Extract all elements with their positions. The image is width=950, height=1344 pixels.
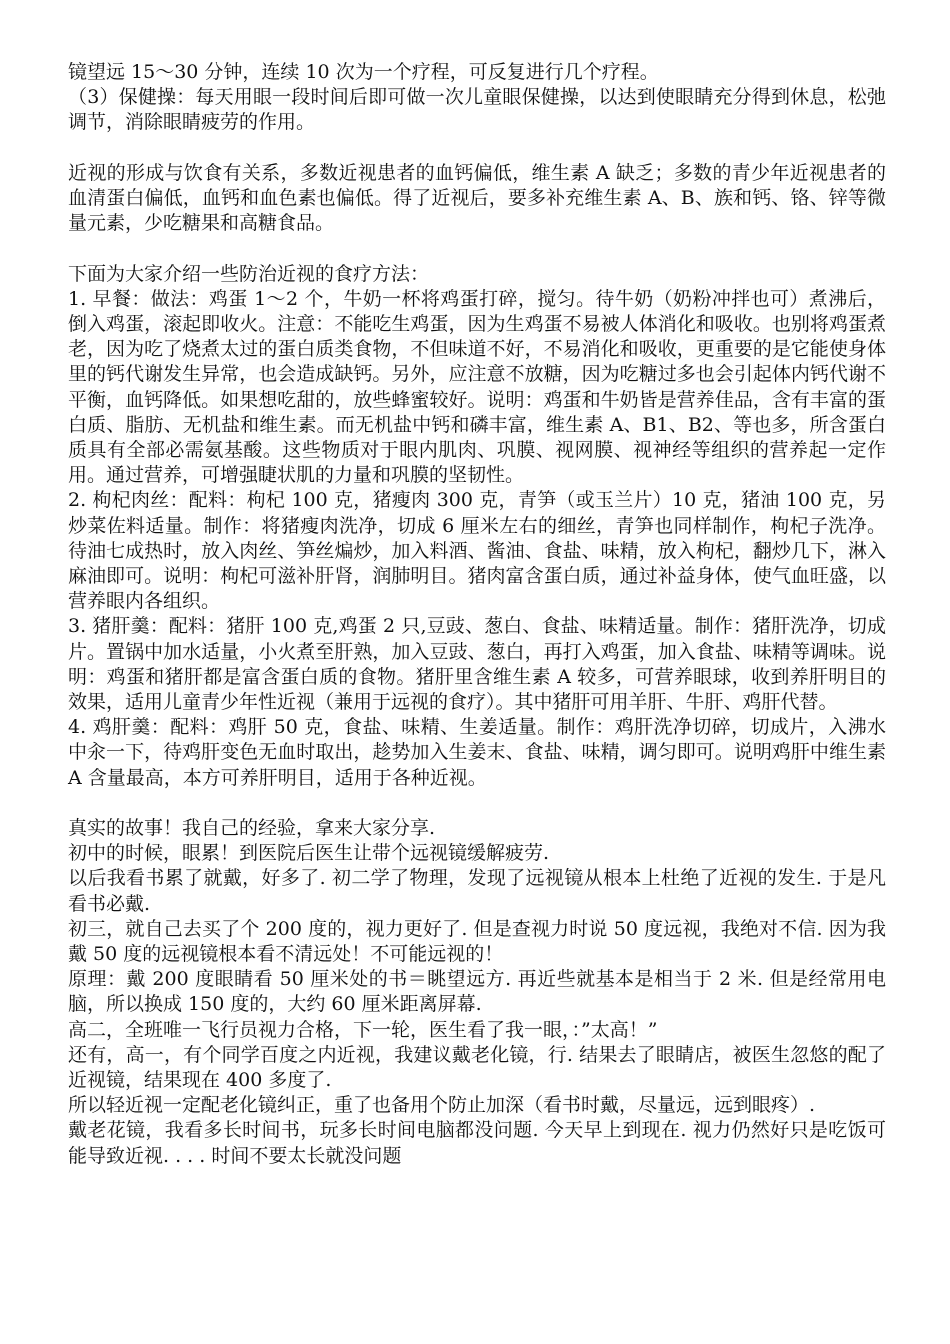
recipe-breakfast: 1. 早餐：做法：鸡蛋 1～2 个，牛奶一杯将鸡蛋打碎，搅匀。待牛奶（奶粉冲拌也可）煮沸后，倒入鸡蛋，滚起即收火。注意：不能吃生鸡蛋，因为生鸡蛋不易被人体消化和吸收。也别将鸡蛋煮老，因为吃了烧煮太过的蛋白质类食物，不但味道不好，不易消化和吸收，更重要的是它能使身体里的钙代谢发生异常，也会造成缺钙。另外，应注意不放糖，因为吃糖过多也会引起体内钙代谢不平衡，血钙降低。如果想吃甜的，放些蜂蜜较好。说明：鸡蛋和牛奶皆是营养佳品，含有丰富的蛋白质、脂肪、无机盐和维生素。而无机盐中钙和磷丰富，维生素 A、B1、B2、等也多，所含蛋白质具有全部必需氨基酸。这些物质对于眼内肌肉、巩膜、视网膜、视神经等组织的营养起一定作用。通过营养，可增强睫状肌的力量和巩膜的坚韧性。 <box>68 287 886 487</box>
blank-line <box>68 136 886 161</box>
recipe-pork-liver: 3. 猪肝羹：配料：猪肝 100 克,鸡蛋 2 只,豆豉、葱白、食盐、味精适量。制作：猪肝洗净，切成片。置锅中加水适量，小火煮至肝熟，加入豆豉、葱白，再打入鸡蛋，加入食盐、味精等调味。说明：鸡蛋和猪肝都是富含蛋白质的食物。猪肝里含维生素 A 较多，可营养眼球，收到养肝明目的效果，适用儿童青少年性近视（兼用于远视的食疗）。其中猪肝可用羊肝、牛肝、鸡肝代替。 <box>68 615 886 714</box>
recipe-goji-pork: 2. 枸杞肉丝：配料：枸杞 100 克，猪瘦肉 300 克，青笋（或玉兰片）10 克，猪油 100 克，另炒菜佐料适量。制作：将猪瘦肉洗净，切成 6 厘米左右的细丝，青笋也同样制作，枸杞子洗净。待油七成热时，放入肉丝、笋丝煸炒，加入料酒、酱油、食盐、味精，放入枸杞，翻炒几下，淋入麻油即可。说明：枸杞可滋补肝肾，润肺明目。猪肉富含蛋白质，通过补益身体，使气血旺盛，以营养眼内各组织。 <box>68 489 886 613</box>
story-line: 以后我看书累了就戴，好多了. 初二学了物理，发现了远视镜从根本上杜绝了近视的发生. 于是凡看书必戴. <box>68 867 886 915</box>
recipe-chicken-liver: 4. 鸡肝羹：配料：鸡肝 50 克，食盐、味精、生姜适量。制作：鸡肝洗净切碎，切成片，入沸水中汆一下，待鸡肝变色无血时取出，趁势加入生姜末、食盐、味精，调匀即可。说明鸡肝中维生素 A 含量最高，本方可养肝明目，适用于各种近视。 <box>68 716 886 789</box>
story-line: 高二，全班唯一飞行员视力合格，下一轮，医生看了我一眼，：”太高！” <box>68 1018 658 1041</box>
blank-line <box>68 791 886 816</box>
recipes-intro: 下面为大家介绍一些防治近视的食疗方法： <box>68 262 430 285</box>
story-line: 真实的故事！我自己的经验，拿来大家分享. <box>68 817 436 840</box>
blank-line <box>68 236 886 261</box>
section-story <box>68 816 886 1169</box>
story-line: 初三，就自己去买了个 200 度的，视力更好了. 但是查视力时说 50 度远视，我绝对不信. 因为我戴 50 度的远视镜根本看不清远处！不可能远视的！ <box>68 917 886 966</box>
paragraph: 镜望远 15～30 分钟，连续 10 次为一个疗程，可反复进行几个疗程。 <box>68 61 659 83</box>
paragraph: 近视的形成与饮食有关系，多数近视患者的血钙偏低，维生素 A 缺乏；多数的青少年近视患者的血清蛋白偏低，血钙和血色素也偏低。得了近视后，要多补充维生素 A、B、族和钙、铬、锌等微量元素，少吃糖果和高糖食品。 <box>68 161 886 235</box>
paragraph: （3）保健操：每天用眼一段时间后即可做一次儿童眼保健操，以达到使眼睛充分得到休息，松弛调节，消除眼睛疲劳的作用。 <box>68 86 886 134</box>
story-line: 初中的时候，眼累！到医院后医生让带个远视镜缓解疲劳. <box>68 842 550 865</box>
story-line: 原理：戴 200 度眼睛看 50 厘米处的书＝眺望远方. 再近些就基本是相当于 2 米. 但是经常用电脑，所以换成 150 度的，大约 60 厘米距离屏幕. <box>68 968 886 1016</box>
document-page <box>68 60 886 1169</box>
story-line: 所以轻近视一定配老化镜纠正，重了也备用个防止加深（看书时戴，尽量远，远到眼疼）. <box>68 1094 816 1117</box>
story-line: 还有，高一，有个同学百度之内近视，我建议戴老化镜，行. 结果去了眼睛店，被医生忽悠的配了近视镜，结果现在 400 多度了. <box>68 1043 886 1092</box>
section-recipes <box>68 262 886 791</box>
story-line: 戴老花镜，我看多长时间书，玩多长时间电脑都没问题. 今天早上到现在. 视力仍然好只是吃饭可能导致近视. . . . 时间不要太长就没问题 <box>68 1119 886 1167</box>
section-diet <box>68 161 886 237</box>
section-eye-exercise <box>68 60 886 136</box>
